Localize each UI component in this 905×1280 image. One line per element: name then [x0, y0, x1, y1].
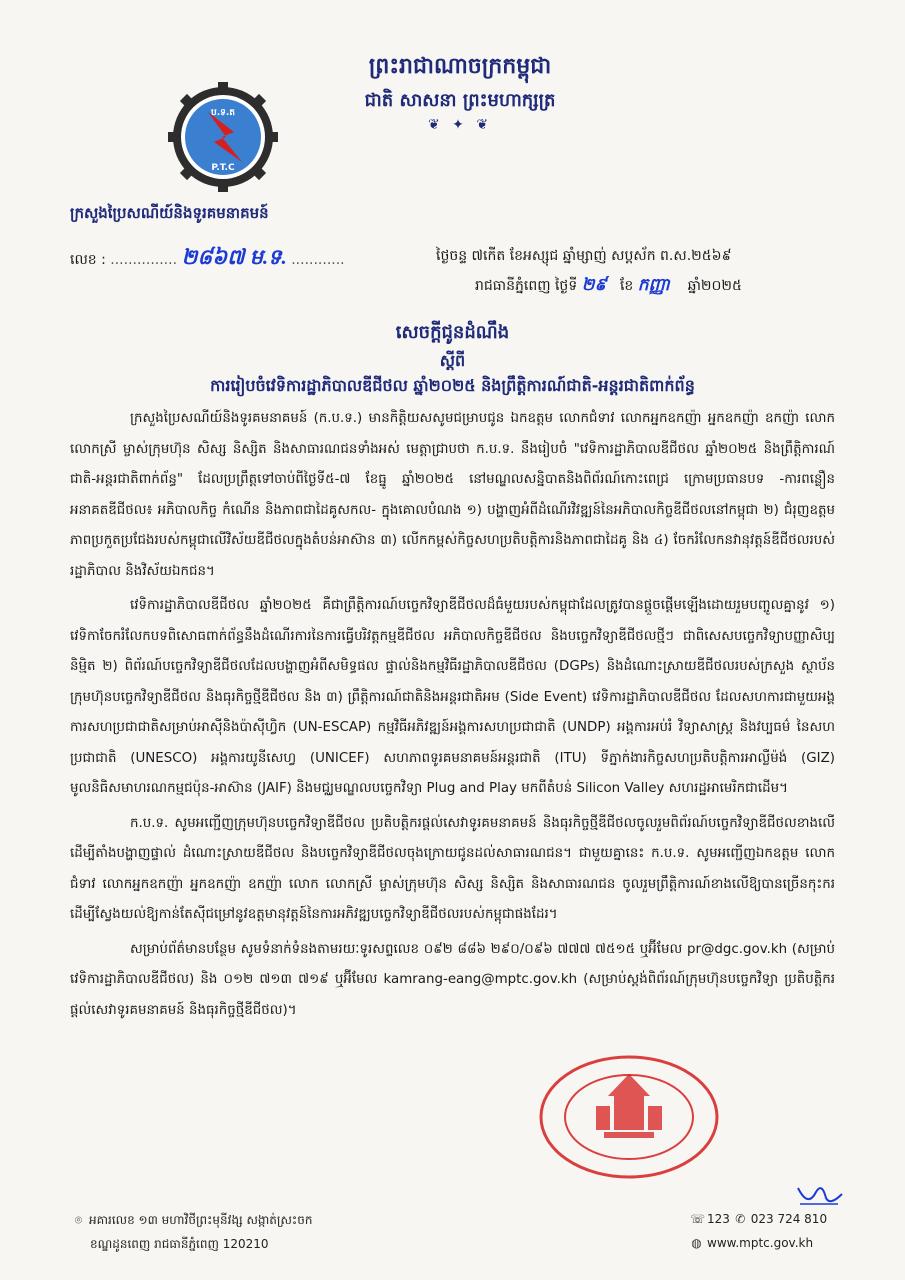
address-line-2: ខណ្ឌដូនពេញ រាជធានីភ្នំពេញ 120210 [90, 1237, 269, 1251]
date-day: ២៩ [581, 275, 607, 294]
paragraph-invitation: ក.ប.ទ. សូមអញ្ជើញក្រុមហ៊ុនបច្ចេកវិទ្យាឌីជីថល ប្រតិបត្តិករផ្តល់សេវាទូរគមនាគមន៍ និងធុរកិច្ចថ្មីឌីជីថលចូលរួមពិព័រណ៍បច្ចេកវិទ្យាឌីជីថលខាងលើ ដើម្បីតាំងបង្ហាញផ្ទាល់ ដំណោះស្រាយឌីជីថល និងបច្ចេកវិទ្យាឌីជីថលចុងក្រោយជូនដល់សាធារណជន។ ជាមួយគ្នានេះ ក.ប.ទ. សូមអញ្ជើញឯកឧត្តម លោកជំទាវ លោកអ្នកឧកញ៉ា អ្នកឧកញ៉ា ឧកញ៉ា លោក លោកស្រី ម្ចាស់ក្រុមហ៊ុន សិស្ស និស្សិត និងសាធារណជន ចូលរួមព្រឹត្តិការណ៍ខាងលើឱ្យបានច្រើនកុះករ ដើម្បីស្វែងយល់ឱ្យកាន់តែស៊ីជម្រៅនូវឧត្តមានុវត្តន៍នៃការអភិវឌ្ឍបច្ចេកវិទ្យាឌីជីថលរបស់កម្ពុជាផងដែរ។ [70, 815, 835, 922]
reference-dots-trailing: ............ [291, 252, 345, 268]
lunar-date: ថ្ងៃចន្ទ ៧កើត ខែអស្សុជ ឆ្នាំម្សាញ់ សប្តស័ក ព.ស.២៥៦៩ [436, 248, 732, 264]
footer-website [690, 1236, 813, 1250]
footer-address [72, 1212, 312, 1230]
paragraph-contact: សម្រាប់ព័ត៌មានបន្ថែម សូមទំនាក់ទំនងតាមរយៈទូរសព្ទលេខ ០៩២ ៨៨៦ ២៩០/០៩៦ ៧៧៧ ៧៥១៥ ឬអ៊ីមែល pr@dgc.gov.kh (សម្រាប់វេទិការដ្ឋាភិបាលឌីជីថល) និង ០១២ ៧១៣ ៧១៩ ឬអ៊ីមែល kamrang-eang@mptc.gov.kh (សម្រាប់ស្តង់ពិព័រណ៍ក្រុមហ៊ុនបច្ចេកវិទ្យា ប្រតិបត្តិករផ្តល់សេវាទូរគមនាគមន៍ និងធុរកិច្ចថ្មីឌីជីថល)។ [70, 941, 835, 1018]
official-seal [534, 1052, 724, 1182]
date-month-prefix: ខែ [619, 278, 634, 294]
location-pin-icon: ⌾ [74, 1213, 83, 1227]
reference-number: ២៨៦៧ ម.ទ. [181, 245, 287, 269]
date-year: ឆ្នាំ២០២៥ [687, 278, 742, 294]
gear-emblem [168, 82, 278, 192]
paragraph-intro: ក្រសួងប្រៃសណីយ៍និងទូរគមនាគមន៍ (ក.ប.ទ.) មានកិត្តិយសសូមជម្រាបជូន ឯកឧត្តម លោកជំទាវ លោកអ្នកឧកញ៉ា អ្នកឧកញ៉ា ឧកញ៉ា លោក លោកស្រី ម្ចាស់ក្រុមហ៊ុន សិស្ស និស្សិត និងសាធារណជនទាំងអស់ មេត្តាជ្រាបថា ក.ប.ទ. នឹងរៀបចំ "វេទិការដ្ឋាភិបាលឌីជីថល ឆ្នាំ២០២៥ និងព្រឹត្តិការណ៍ជាតិ-អន្តរជាតិពាក់ព័ន្ធ" ដែលប្រព្រឹត្តទៅចាប់ពីថ្ងៃទី៥-៧ ខែធ្នូ ឆ្នាំ២០២៥ នៅមណ្ឌលសន្និបាតនិងពិព័រណ៍កោះពេជ្រ ក្រោមប្រធានបទ -ការពន្លឿនអនាគតឌីជីថល៖ អភិបាលកិច្ច កំណើន និងភាពជាដៃគូសកល- ក្នុងគោលបំណង ១) បង្ហាញអំពីដំណើរវិវឌ្ឍន៍នៃអភិបាលកិច្ចឌីជីថលនៅកម្ពុជា ២) ជំរុញឧត្តមភាពប្រកួតប្រជែងរបស់កម្ពុជាលើវិស័យឌីជីថលក្នុងតំបន់អាស៊ាន ៣) លើកកម្ពស់កិច្ចសហប្រតិបត្តិការនិងភាពជាដៃគូ និង ៤) ចែករំលែកនវានុវត្តន៍ឌីជីថលរបស់រដ្ឋាភិបាល និងវិស័យឯកជន។ [70, 411, 835, 579]
phone-icon: ✆ [735, 1212, 746, 1226]
announcement-about: ស្ដីពី [439, 351, 466, 370]
kingdom-header [330, 52, 590, 133]
ministry-name: ក្រសួងប្រៃសណីយ៍និងទូរគមនាគមន៍ [70, 204, 269, 222]
reference-dots: ............... [110, 252, 178, 268]
logo-text-bottom: P.T.C [211, 163, 235, 173]
ornament-divider: ❦ ✦ ❦ [427, 117, 493, 133]
globe-icon: ◍ [691, 1236, 702, 1250]
announcement-topic: ការរៀបចំវេទិការដ្ឋាភិបាលឌីជីថល ឆ្នាំ២០២៥ និងព្រឹត្តិការណ៍ជាតិ-អន្តរជាតិពាក់ព័ន្ធ [210, 376, 695, 395]
solar-date [475, 274, 742, 299]
announcement-body [70, 404, 835, 1026]
logo-text-top: ប.ទ.ត [211, 108, 235, 118]
date-month: កញ្ញា [637, 275, 670, 294]
address-line-1: អគារលេខ ១៣ មហាវិថីព្រះមុនីវង្ស សង្កាត់ស្រះចក [89, 1213, 313, 1227]
reference-label: លេខ : [70, 252, 106, 268]
date-prefix: រាជធានីភ្នំពេញ ថ្ងៃទី [475, 278, 578, 294]
hotline-number: 123 [707, 1212, 730, 1226]
website-url[interactable]: www.mptc.gov.kh [707, 1236, 814, 1250]
announcement-title: សេចក្ដីជូនដំណឹង [395, 322, 510, 343]
kingdom-title: ព្រះរាជាណាចក្រកម្ពុជា [368, 53, 552, 79]
phone-number: 023 724 810 [750, 1212, 828, 1226]
reference-line [70, 244, 345, 275]
ministry-logo [168, 82, 278, 192]
footer-phones [690, 1212, 827, 1226]
national-motto: ជាតិ សាសនា ព្រះមហាក្សត្រ [364, 90, 556, 111]
signature-mark [790, 1180, 850, 1210]
paragraph-forum: វេទិការដ្ឋាភិបាលឌីជីថល ឆ្នាំ២០២៥ គឺជាព្រឹត្តិការណ៍បច្ចេកវិទ្យាឌីជីថលដ៏ធំមួយរបស់កម្ពុជាដែលត្រូវបានផ្តួចផ្តើមឡើងដោយរួមបញ្ចូលគ្នានូវ ១) វេទិកាចែករំលែកបទពិសោធពាក់ព័ន្ធនឹងដំណើរការនៃការធ្វើបរិវត្តកម្មឌីជីថល អភិបាលកិច្ចឌីជីថល និងបច្ចេកវិទ្យាឌីជីថលថ្មីៗ ជាពិសេសបច្ចេកវិទ្យាបញ្ញាសិប្បនិម្មិត ២) ពិព័រណ៍បច្ចេកវិទ្យាឌីជីថលដែលបង្ហាញអំពីសមិទ្ធផល ផ្ទាល់និងកម្មវិធីរដ្ឋាភិបាលឌីជីថល (DGPs) និងដំណោះស្រាយឌីជីថលរបស់ក្រសួង ស្ថាប័ន ក្រុមហ៊ុនបច្ចេកវិទ្យាឌីជីថល និងធុរកិច្ចថ្មីឌីជីថល និង ៣) ព្រឹត្តិការណ៍ជាតិនិងអន្តរជាតិអម (Side Event) វេទិការដ្ឋាភិបាលឌីជីថល ដែលសហការជាមួយអង្គការសហប្រជាជាតិសម្រាប់អាស៊ីនិងប៉ាស៊ីហ្វិក (UN-ESCAP) កម្មវិធីអភិវឌ្ឍន៍អង្គការសហប្រជាជាតិ (UNDP) អង្គការអប់រំ វិទ្យាសាស្ត្រ និងវប្បធម៌ នៃសហប្រជាជាតិ (UNESCO) អង្គការយូនីសេហ្វ (UNICEF) សហភាពទូរគមនាគមន៍អន្តរជាតិ (ITU) ទីភ្នាក់ងារកិច្ចសហប្រតិបត្តិការអាល្លឺម៉ង់ (GIZ) មូលនិធិសមាហរណកម្មជប៉ុន-អាស៊ាន (JAIF) និងមជ្ឈមណ្ឌលបច្ចេកវិទ្យា Plug and Play មកពីតំបន់ Silicon Valley សហរដ្ឋអាមេរិកជាដើម។ [70, 598, 835, 796]
hotline-icon: ☏ [690, 1212, 706, 1226]
